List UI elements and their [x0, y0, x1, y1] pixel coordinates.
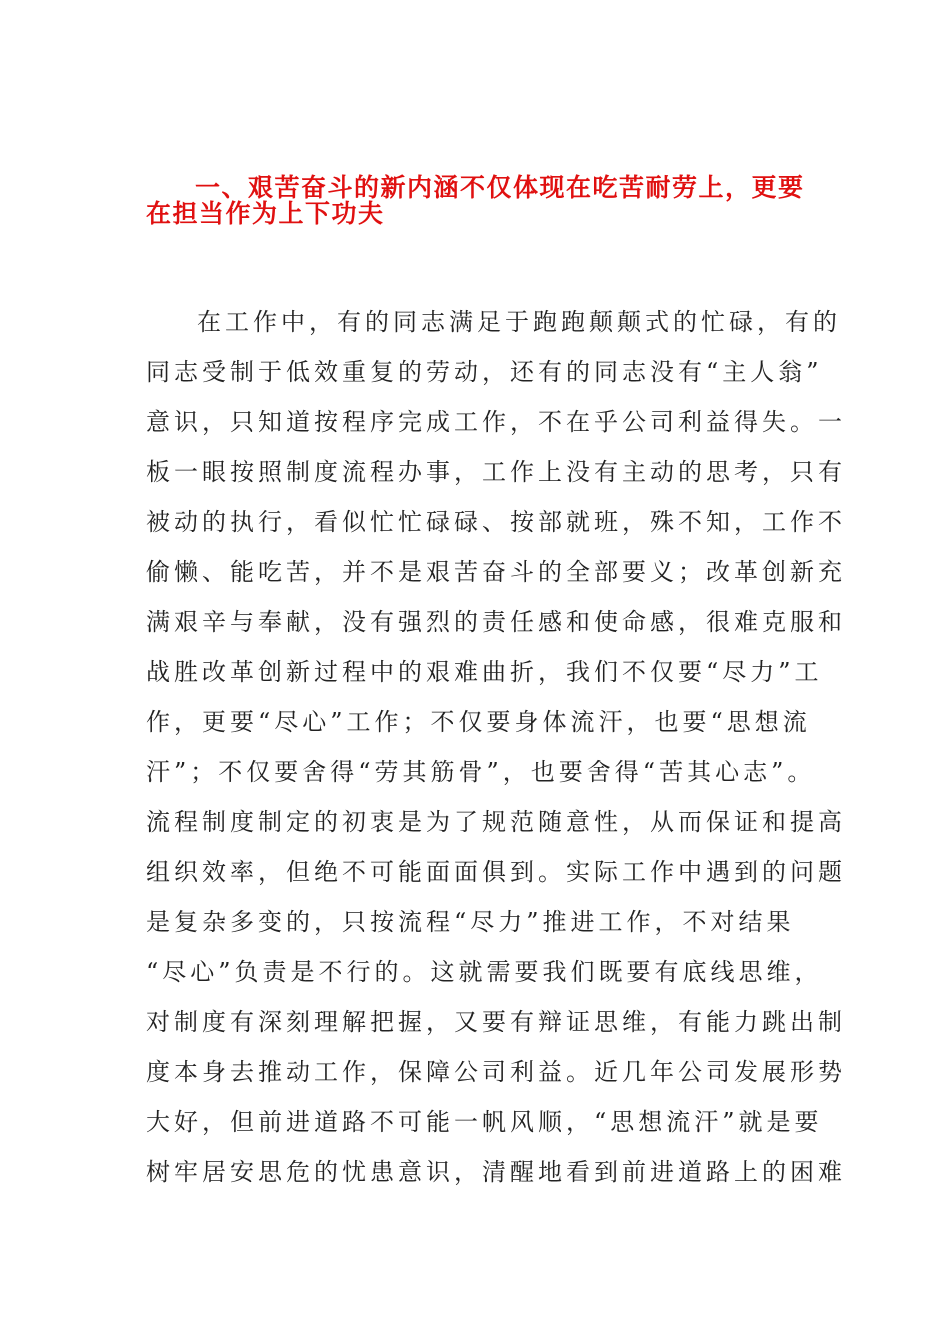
paragraph-line: 被动的执行，看似忙忙碌碌、按部就班，殊不知，工作不 [146, 508, 846, 536]
paragraph-line: 是复杂多变的，只按流程“尽力”推进工作，不对结果 [146, 908, 795, 936]
paragraph-line: 偷懒、能吃苦，并不是艰苦奋斗的全部要义；改革创新充 [146, 558, 846, 586]
paragraph-line: 流程制度制定的初衷是为了规范随意性，从而保证和提高 [146, 808, 846, 836]
section-heading-line-2: 在担当作为上下功夫 [146, 199, 385, 228]
paragraph-line: 大好，但前进道路不可能一帆风顺，“思想流汗”就是要 [146, 1108, 823, 1136]
paragraph-line: 战胜改革创新过程中的艰难曲折，我们不仅要“尽力”工 [146, 658, 823, 686]
paragraph-line: 同志受制于低效重复的劳动，还有的同志没有“主人翁” [146, 358, 823, 386]
paragraph-line: 度本身去推动工作，保障公司利益。近几年公司发展形势 [146, 1058, 846, 1086]
paragraph-line: 对制度有深刻理解把握，又要有辩证思维，有能力跳出制 [146, 1008, 846, 1036]
paragraph-line: 在工作中，有的同志满足于跑跑颠颠式的忙碌，有的 [197, 308, 841, 336]
paragraph-line: 满艰辛与奉献，没有强烈的责任感和使命感，很难克服和 [146, 608, 846, 636]
paragraph-line: 板一眼按照制度流程办事，工作上没有主动的思考，只有 [146, 458, 846, 486]
paragraph-line: 作，更要“尽心”工作；不仅要身体流汗，也要“思想流 [146, 708, 811, 736]
paragraph-line: 树牢居安思危的忧患意识，清醒地看到前进道路上的困难 [146, 1158, 846, 1186]
paragraph-line: 组织效率，但绝不可能面面俱到。实际工作中遇到的问题 [146, 858, 846, 886]
paragraph-line: 汗”；不仅要舍得“劳其筋骨”，也要舍得“苦其心志”。 [146, 758, 816, 786]
paragraph-line: “尽心”负责是不行的。这就需要我们既要有底线思维， [146, 958, 823, 986]
paragraph-line: 意识，只知道按程序完成工作，不在乎公司利益得失。一 [146, 408, 846, 436]
section-heading-line-1: 一、艰苦奋斗的新内涵不仅体现在吃苦耐劳上，更要 [195, 173, 805, 202]
